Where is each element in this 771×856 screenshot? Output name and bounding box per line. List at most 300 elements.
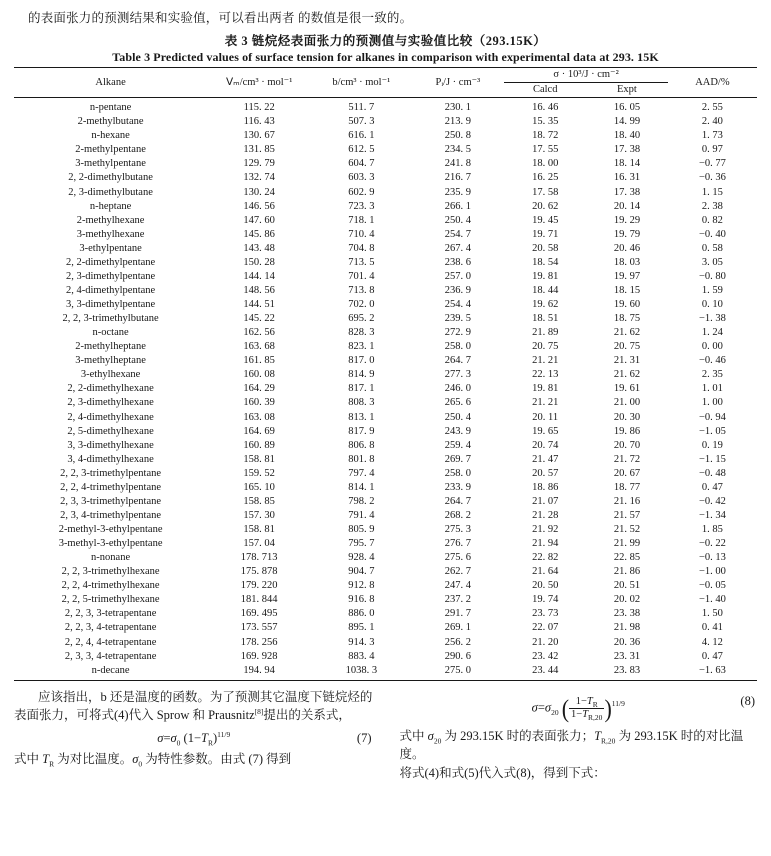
cell-value: 806. 8 [348,439,375,451]
cell-alkane-name: 2, 2, 3-trimethylhexane [61,566,160,578]
cell-value: 19. 61 [613,383,641,395]
table-row [14,411,757,425]
cell-value: 18. 86 [532,481,559,493]
cell-value: 234. 5 [444,144,472,156]
cell-alkane-name: 3, 4-dimethylhexane [67,453,154,465]
cell-value: 163. 68 [243,341,275,353]
cell-value: 895. 1 [348,622,375,634]
cell-alkane-name: 2, 2, 3-trimethylpentane [60,467,162,479]
cell-value: −1. 38 [698,313,726,325]
cell-value: 18. 00 [532,158,559,170]
right-paragraph-1: 式中 $\sigma_{20}$ 为 293.15K 时的表面张力；$T_{R,20}$ 为 293.15K 时的对比温度。 [399,728,744,762]
cell-value: 612. 5 [348,144,375,156]
cell-value: 507. 3 [348,116,375,128]
cell-value: 250. 4 [444,411,472,423]
cell-alkane-name: n-heptane [89,200,132,212]
cell-value: 18. 15 [613,284,641,296]
cell-value: −0. 40 [698,228,726,240]
cell-value: 268. 2 [444,509,472,521]
cell-value: 19. 60 [613,299,641,310]
cell-value: 159. 52 [243,467,275,479]
left-paragraph-1: 应该指出，b 还是温度的函数。为了预测其它温度下链烷烃的表面张力，可将式(4)代入 Sprow 和 Prausnitz[8]提出的关系式， [14,689,373,723]
cell-alkane-name: 2, 2, 3, 3-tetrapentane [64,608,157,620]
cell-value: 20. 11 [532,411,559,423]
table-row [14,621,757,635]
cell-value: 21. 94 [532,538,559,550]
cell-value: 22. 85 [613,552,641,564]
cell-value: 275. 3 [444,524,472,535]
cell-value: 21. 86 [613,566,641,578]
cell-value: 0. 82 [701,214,723,226]
table-row [14,467,757,481]
cell-value: 912. 8 [348,580,375,592]
cell-alkane-name: 3-ethylhexane [80,369,141,381]
cell-value: 233. 9 [444,481,472,493]
cell-alkane-name: 2-methylbutane [77,116,144,128]
cell-value: 18. 77 [613,481,641,493]
cell-value: 814. 9 [348,369,375,381]
cell-value: −0. 36 [698,172,726,184]
table-row [14,537,757,551]
cell-value: 20. 57 [532,467,559,479]
bottom-two-column-text [14,688,757,783]
cell-value: 175. 878 [240,566,278,578]
cell-value: 797. 4 [348,467,375,479]
cell-value: 817. 0 [348,355,375,367]
cell-value: 275. 6 [444,552,472,564]
cell-alkane-name: 2, 3-dimethylpentane [65,270,156,282]
cell-value: 257. 0 [444,270,472,282]
cell-value: 21. 16 [613,495,641,507]
cell-value: 19. 81 [532,270,559,282]
cell-value: 21. 89 [532,327,559,339]
cell-value: 20. 74 [532,439,559,451]
table-row [14,523,757,537]
cell-value: 4. 12 [701,636,723,648]
cell-value: 21. 62 [613,369,641,381]
alkane-surface-tension-table [14,67,757,681]
cell-value: 129. 79 [243,158,275,170]
cell-value: 823. 1 [348,341,375,353]
cell-value: 16. 46 [532,102,559,114]
cell-value: 178. 713 [240,552,278,564]
cell-alkane-name: 2, 2, 3, 4-tetrapentane [64,622,157,634]
cell-value: 21. 20 [532,636,559,648]
cell-value: 21. 21 [532,355,559,367]
cell-value: 250. 4 [444,214,472,226]
cell-value: −1. 00 [698,566,726,578]
cell-value: 20. 02 [613,594,641,606]
bottom-right-column [386,688,758,783]
col-header-calcd: Calcd [504,83,586,98]
cell-value: 162. 56 [243,327,275,339]
table-row [14,242,757,256]
table-row [14,200,757,214]
cell-value: 0. 19 [701,439,723,451]
cell-alkane-name: 3-methylheptane [75,355,146,367]
cell-value: 21. 62 [613,327,641,339]
cell-value: 145. 86 [243,228,275,240]
cell-value: 216. 7 [444,172,472,184]
table-row [14,453,757,467]
cell-value: 616. 1 [348,130,375,142]
cell-alkane-name: 2-methylheptane [75,341,146,353]
cell-alkane-name: 2, 2, 5-trimethylhexane [61,594,160,606]
cell-value: 181. 844 [240,594,278,606]
cell-alkane-name: 2, 2-dimethylbutane [68,172,153,184]
table-body [14,98,757,681]
table-row [14,636,757,650]
cell-value: 161. 85 [243,355,275,367]
bottom-left-column [14,688,386,783]
cell-value: 213. 9 [444,116,472,128]
cell-value: 18. 40 [613,130,641,142]
cell-value: 18. 51 [532,313,559,325]
cell-value: 0. 47 [701,650,723,662]
cell-value: 20. 70 [613,439,641,451]
cell-value: 164. 69 [243,425,275,437]
cell-value: 1. 00 [701,397,723,409]
cell-value: 23. 31 [613,650,641,662]
cell-value: 17. 55 [532,144,559,156]
cell-value: 236. 9 [444,284,472,296]
cell-value: 243. 9 [444,425,472,437]
cell-value: 21. 57 [613,509,641,521]
cell-value: −0. 48 [698,467,726,479]
cell-value: 115. 22 [243,102,275,114]
cell-value: 173. 557 [240,622,278,634]
cell-value: −0. 46 [698,355,726,367]
cell-value: 254. 4 [444,299,472,310]
cell-value: 275. 0 [411,664,504,681]
cell-value: 178. 256 [240,636,278,648]
table-row [14,396,757,410]
cell-value: 22. 13 [532,369,559,381]
cell-value: 0. 58 [701,242,723,254]
cell-value: 19. 45 [532,214,559,226]
cell-value: 264. 7 [444,355,472,367]
table-row [14,115,757,129]
cell-value: 20. 50 [532,580,559,592]
cell-value: 2. 38 [701,200,723,212]
cell-alkane-name: 3-methylpentane [75,158,146,170]
cell-alkane-name: 2, 4-dimethylhexane [67,411,154,423]
cell-value: 1. 50 [701,608,723,620]
col-header-sigma-group: σ · 10³/J · cm⁻² [504,68,667,83]
cell-value: 16. 31 [613,172,641,184]
cell-value: 19. 71 [532,228,559,240]
cell-value: −0. 05 [698,580,726,592]
cell-value: 713. 5 [348,256,375,268]
cell-value: 239. 5 [444,313,472,325]
cell-value: 158. 85 [243,495,275,507]
cell-value: 132. 74 [243,172,275,184]
table-row [14,565,757,579]
table-row [14,579,757,593]
table-row [14,481,757,495]
cell-value: 828. 3 [348,327,375,339]
cell-alkane-name: n-pentane [89,102,132,114]
cell-value: 928. 4 [348,552,375,564]
table-row [14,354,757,368]
cell-value: 20. 51 [613,580,641,592]
cell-value: 148. 56 [243,284,275,296]
cell-value: 704. 8 [348,242,375,254]
cell-value: 791. 4 [348,509,375,521]
cell-value: 17. 58 [532,186,559,198]
cell-value: 277. 3 [444,369,472,381]
cell-value: −1. 63 [668,664,757,681]
cell-value: 158. 81 [243,453,275,465]
cell-value: 805. 9 [348,524,375,535]
cell-value: 19. 81 [532,383,559,395]
cell-value: 130. 24 [243,186,275,198]
cell-value: 886. 0 [348,608,375,620]
cell-value: 808. 3 [348,397,375,409]
cell-value: 21. 00 [613,397,641,409]
cell-value: 21. 98 [613,622,641,634]
cell-value: 17. 38 [613,144,641,156]
right-paragraph-2: 将式(4)和式(5)代入式(8)，得到下式： [399,766,606,781]
cell-value: −1. 34 [698,509,726,521]
cell-alkane-name: 2-methylhexane [76,214,145,226]
cell-value: 157. 30 [243,509,275,521]
cell-alkane-name: 2, 2, 4-trimethylhexane [61,580,160,592]
table-row [14,495,757,509]
table-row [14,298,757,312]
cell-value: 0. 00 [701,341,723,353]
cell-value: 604. 7 [348,158,375,170]
cell-value: 20. 58 [532,242,559,254]
table-row [14,382,757,396]
intro-text: 的表面张力的预测结果和实验值，可以看出两者 的数值是很一致的。 [28,11,413,25]
cell-value: 21. 21 [532,397,559,409]
cell-value: 817. 1 [348,383,375,395]
cell-alkane-name: 2, 2, 3-trimethylbutane [62,313,159,325]
cell-value: 241. 8 [444,158,472,170]
table-row [14,593,757,607]
cell-value: 264. 7 [444,495,472,507]
cell-value: 511. 7 [348,102,375,114]
table-row [14,143,757,157]
table-row [14,256,757,270]
cell-value: 18. 44 [532,284,559,296]
cell-alkane-name: 2-methyl-3-ethylpentane [58,524,163,535]
cell-alkane-name: 2, 5-dimethylhexane [67,425,154,437]
table-row [14,270,757,284]
cell-value: 256. 2 [444,636,472,648]
cell-value: 18. 75 [613,313,641,325]
cell-value: −1. 15 [698,453,726,465]
cell-value: 21. 64 [532,566,559,578]
cell-value: 21. 72 [613,453,641,465]
cell-alkane-name: 2, 3, 3-trimethylpentane [60,495,162,507]
cell-value: 904. 7 [348,566,375,578]
cell-value: 2. 35 [701,369,723,381]
cell-alkane-name: 2, 2-dimethylpentane [65,256,156,268]
cell-value: 164. 29 [243,383,275,395]
cell-value: 258. 0 [444,467,472,479]
cell-value: −0. 77 [698,158,726,170]
col-header-aad: AAD/% [668,68,757,98]
table-row [14,284,757,298]
cell-alkane-name: n-octane [92,327,129,339]
cell-value: 250. 8 [444,130,472,142]
cell-alkane-name: 3-ethylpentane [79,242,142,254]
cell-value: 23. 83 [586,664,668,681]
cell-value: 18. 14 [613,158,641,170]
cell-value: 0. 47 [701,481,723,493]
cell-value: 269. 1 [444,622,472,634]
cell-value: 713. 8 [348,284,375,296]
cell-value: 116. 43 [243,116,275,128]
cell-value: 1. 24 [701,327,723,339]
col-header-vm: Ⅴₘ/cm³ · mol⁻¹ [207,68,311,98]
cell-value: 235. 9 [444,186,472,198]
cell-value: 817. 9 [348,425,375,437]
cell-value: 291. 7 [444,608,472,620]
cell-value: 276. 7 [444,538,472,550]
cell-value: 145. 22 [243,313,275,325]
equation-8-number: (8) [740,693,755,708]
cell-value: 266. 1 [444,200,472,212]
cell-value: 20. 46 [613,242,641,254]
table-row [14,650,757,664]
cell-value: 19. 29 [613,214,641,226]
cell-value: 21. 28 [532,509,559,521]
cell-value: 23. 38 [613,608,641,620]
cell-value: 3. 05 [701,256,723,268]
cell-value: 20. 62 [532,200,559,212]
cell-value: 143. 48 [243,242,275,254]
table-row [14,312,757,326]
cell-value: 19. 74 [532,594,559,606]
cell-value: 169. 495 [240,608,278,620]
cell-value: 916. 8 [348,594,375,606]
table-row [14,509,757,523]
cell-value: 21. 07 [532,495,559,507]
cell-value: −0. 13 [698,552,726,564]
table-row [14,439,757,453]
cell-value: 1. 59 [701,284,723,296]
equation-7: $\sigma=\sigma_0$ $(1-T_R)^{11/9}$ (7) [157,730,372,748]
cell-value: 20. 30 [613,411,641,423]
cell-value: 160. 89 [243,439,275,451]
table-row [14,425,757,439]
cell-value: 701. 4 [348,270,375,282]
cell-value: 17. 38 [613,186,641,198]
cell-value: 603. 3 [348,172,375,184]
cell-alkane-name: 2, 3, 4-trimethylpentane [60,509,162,521]
cell-value: 21. 52 [613,524,641,535]
cell-value: 254. 7 [444,228,472,240]
table-caption-chinese: 表 3 链烷烃表面张力的预测值与实验值比较（293.15K） [224,34,547,48]
cell-alkane-name: 2, 4-dimethylpentane [65,284,156,296]
cell-value: 290. 6 [444,650,472,662]
cell-alkane-name: 2-methylpentane [75,144,146,156]
cell-alkane-name: 2, 2-dimethylhexane [67,383,154,395]
cell-value: 272. 9 [444,327,472,339]
cell-alkane-name: n-decane [14,664,207,681]
cell-value: 258. 0 [444,341,472,353]
cell-value: 21. 99 [613,538,641,550]
cell-value: 157. 04 [243,538,275,550]
cell-value: 0. 41 [701,622,723,634]
table-row [14,368,757,382]
cell-value: 19. 86 [613,425,641,437]
cell-value: 158. 81 [243,524,275,535]
cell-value: 267. 4 [444,242,472,254]
cell-value: 130. 67 [243,130,275,142]
cell-alkane-name: 2, 2, 4-trimethylpentane [60,481,162,493]
cell-alkane-name: 2, 3-dimethylbutane [68,186,153,198]
table-row [14,129,757,143]
cell-value: 914. 3 [348,636,375,648]
cell-value: 230. 1 [444,102,472,114]
cell-alkane-name: n-hexane [91,130,130,142]
table-row [14,228,757,242]
cell-value: 14. 99 [613,116,641,128]
cell-value: −1. 40 [698,594,726,606]
cell-value: 19. 65 [532,425,559,437]
cell-alkane-name: 2, 2, 4, 4-tetrapentane [64,636,157,648]
cell-value: 1. 01 [701,383,723,395]
cell-value: 247. 4 [444,580,472,592]
table-caption-english: Table 3 Predicted values of surface tension for alkanes in comparison with experimental data at 293. 15K [112,50,659,64]
cell-value: 1. 85 [701,524,723,535]
cell-value: 602. 9 [348,186,375,198]
cell-value: 194. 94 [207,664,311,681]
cell-value: 160. 08 [243,369,275,381]
cell-value: 20. 75 [532,341,559,353]
cell-value: −0. 80 [698,270,726,282]
cell-alkane-name: 2, 3, 3, 4-tetrapentane [64,650,157,662]
cell-value: −1. 05 [698,425,726,437]
cell-value: 723. 3 [348,200,375,212]
cell-value: 169. 928 [240,650,278,662]
cell-value: 801. 8 [348,453,375,465]
cell-value: 702. 0 [348,299,375,310]
cell-alkane-name: 3, 3-dimethylhexane [67,439,154,451]
cell-value: 710. 4 [348,228,375,240]
cell-value: 2. 40 [701,116,723,128]
cell-value: 23. 73 [532,608,559,620]
cell-value: 21. 31 [613,355,641,367]
table-row [14,171,757,185]
cell-value: 20. 75 [613,341,641,353]
cell-value: 237. 2 [444,594,472,606]
cell-value: 18. 72 [532,130,559,142]
cell-value: 20. 67 [613,467,641,479]
cell-value: 1038. 3 [311,664,411,681]
cell-value: 144. 14 [243,270,275,282]
cell-value: 695. 2 [348,313,375,325]
cell-value: 160. 39 [243,397,275,409]
cell-value: 718. 1 [348,214,375,226]
cell-value: 20. 36 [613,636,641,648]
table-row [14,664,757,681]
cell-value: 131. 85 [243,144,275,156]
table-row [14,98,757,116]
table-row [14,186,757,200]
table-row [14,214,757,228]
cell-value: 23. 44 [504,664,586,681]
cell-value: 165. 10 [243,481,275,493]
cell-value: 146. 56 [243,200,275,212]
cell-value: 813. 1 [348,411,375,423]
cell-alkane-name: 2, 3-dimethylhexane [67,397,154,409]
cell-value: 1. 15 [701,186,723,198]
